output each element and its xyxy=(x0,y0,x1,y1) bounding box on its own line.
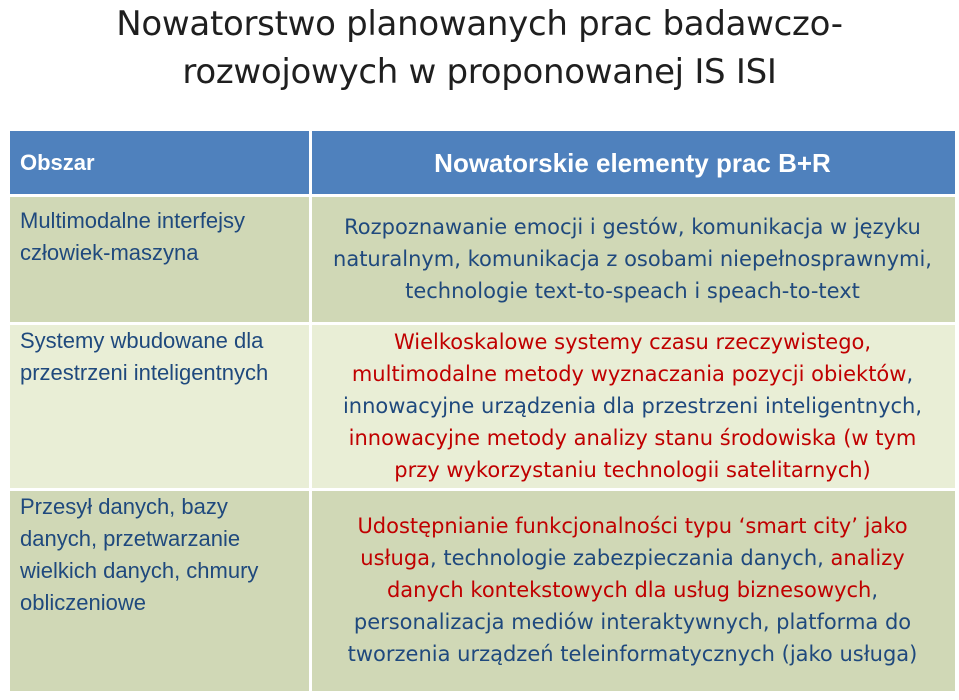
row-2-elements-text xyxy=(324,326,941,486)
row-3-area xyxy=(10,489,310,691)
element-text-segment: innowacyjne metody analizy stanu środowiska (w tym przy wykorzystaniu technologii satelitarnych) xyxy=(348,426,917,482)
header-area-cell xyxy=(10,131,310,195)
element-text-segment: , personalizacja mediów interaktywnych, platforma do tworzenia urządzeń teleinformatycznych (jako usługa) xyxy=(347,578,918,666)
row-divider xyxy=(10,488,955,491)
page-title xyxy=(0,0,959,96)
page-title-line-1: Nowatorstwo planowanych prac badawczo- xyxy=(116,4,843,44)
column-divider xyxy=(309,131,312,691)
row-1-area-label: Multimodalne interfejsy człowiek-maszyna xyxy=(20,208,245,265)
row-2-area xyxy=(10,323,310,489)
row-1-elements xyxy=(310,195,955,323)
element-text-segment: Wielkoskalowe systemy czasu rzeczywistego, multimodalne metody wyznaczania pozycji obiektów xyxy=(351,330,907,386)
element-text-segment: Rozpoznawanie emocji i gestów, komunikacja w języku naturalnym, komunikacja z osobami niepełnosprawnymi, technologie text-to-speach i speach-to-text xyxy=(333,215,932,303)
header-area-label: Obszar xyxy=(20,150,95,175)
row-3-area-label: Przesył danych, bazy danych, przetwarzanie wielkich danych, chmury obliczeniowe xyxy=(20,494,259,615)
element-text-segment: Udostępnianie funkcjonalności typu ‘smart city’ jako usługa xyxy=(357,514,908,570)
row-1-elements-text xyxy=(324,211,941,307)
row-divider xyxy=(10,322,955,325)
innovation-table xyxy=(10,131,955,691)
element-text-segment: , innowacyjne urządzenia dla przestrzeni inteligentnych, xyxy=(342,362,923,418)
row-2-elements xyxy=(310,323,955,489)
element-text-segment: analizy danych kontekstowych dla usług biznesowych xyxy=(386,546,905,602)
page-title-line-2: rozwojowych w proponowanej IS ISI xyxy=(182,52,777,92)
row-3-elements xyxy=(310,489,955,691)
row-2-area-label: Systemy wbudowane dla przestrzeni inteligentnych xyxy=(20,328,269,385)
row-1-area xyxy=(10,195,310,323)
header-elements-cell xyxy=(310,131,955,195)
row-divider xyxy=(10,194,955,197)
element-text-segment: , technologie zabezpieczania danych, xyxy=(430,546,831,570)
row-3-elements-text xyxy=(324,510,941,670)
header-elements-label: Nowatorskie elementy prac B+R xyxy=(434,147,831,178)
